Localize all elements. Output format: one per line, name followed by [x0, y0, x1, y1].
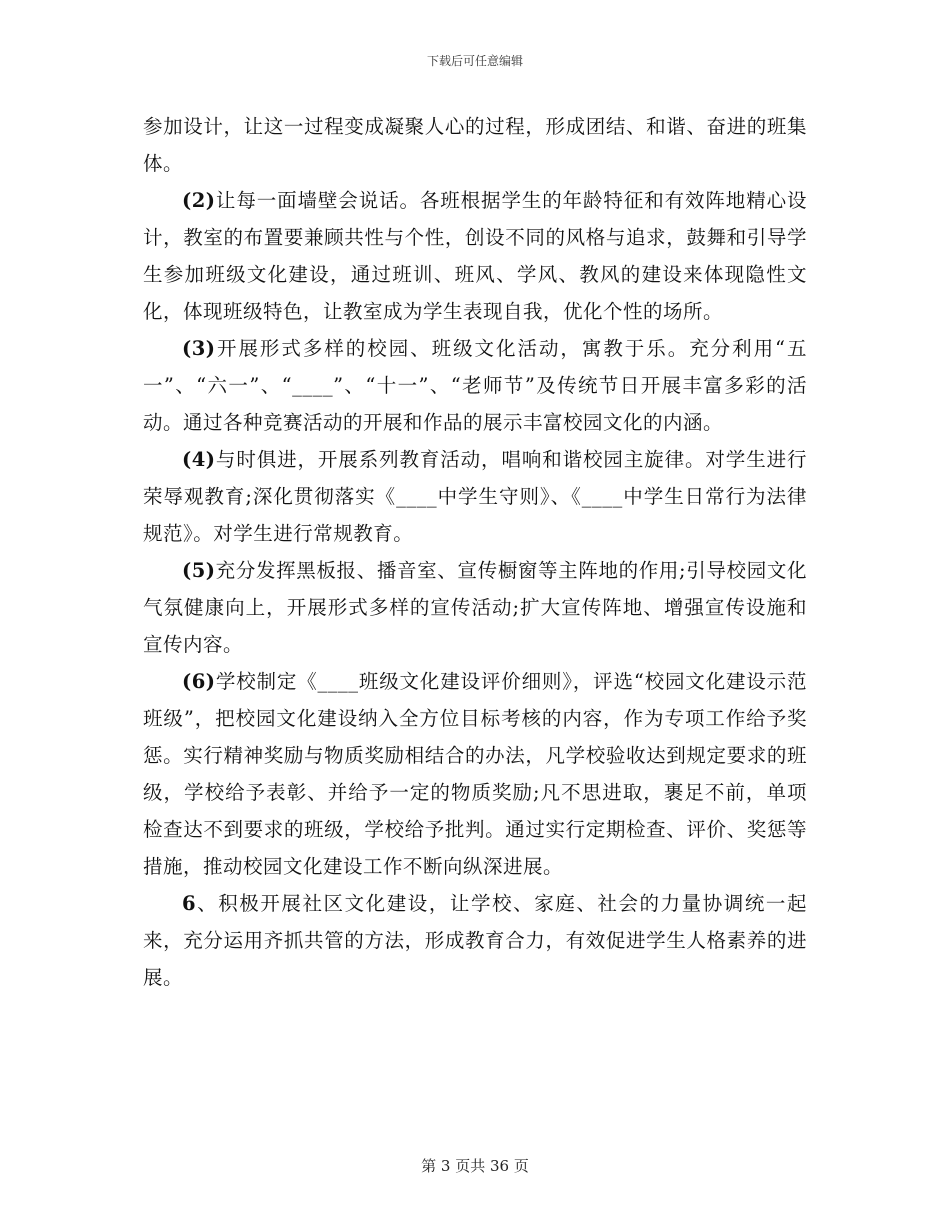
- page-footer: 第 3 页共 36 页: [421, 1157, 529, 1175]
- paragraph-3: [143, 330, 807, 441]
- paragraph-6: [143, 663, 807, 885]
- paragraph-6-text: 学校制定《____班级文化建设评价细则》，评选“校园文化建设示范班级”，把校园文化建设纳入全方位目标考核的内容，作为专项工作给予奖惩。实行精神奖励与物质奖励相结合的办法，凡学校验收达到规定要求的班级，学校给予表彰、并给予一定的物质奖励;凡不思进取，裹足不前，单项检查达不到要求的班级，学校给予批判。通过实行定期检查、评价、奖惩等措施，推动校园文化建设工作不断向纵深进展。: [143, 670, 807, 878]
- paragraph-4: [143, 441, 807, 552]
- paragraph-5-number: (5): [182, 559, 216, 582]
- paragraph-4-text: 与时俱进，开展系列教育活动，唱响和谐校园主旋律。对学生进行荣辱观教育;深化贯彻落实《____中学生守则》、《____中学生日常行为法律规范》。对学生进行常规教育。: [143, 448, 807, 545]
- paragraph-5: [143, 552, 807, 663]
- paragraph-4-number: (4): [182, 448, 216, 471]
- paragraph-2-text: 让每一面墙壁会说话。各班根据学生的年龄特征和有效阵地精心设计，教室的布置要兼顾共性与个性，创设不同的风格与追求，鼓舞和引导学生参加班级文化建设，通过班训、班风、学风、教风的建设来体现隐性文化，体现班级特色，让教室成为学生表现自我，优化个性的场所。: [143, 189, 807, 323]
- paragraph-2: [143, 182, 807, 330]
- paragraph-1-text: 参加设计，让这一过程变成凝聚人心的过程，形成团结、和谐、奋进的班集体。: [143, 115, 807, 175]
- paragraph-7-text: 、积极开展社区文化建设，让学校、家庭、社会的力量协调统一起来，充分运用齐抓共管的方法，形成教育合力，有效促进学生人格素养的进展。: [143, 892, 807, 989]
- paragraph-5-text: 充分发挥黑板报、播音室、宣传橱窗等主阵地的作用;引导校园文化气氛健康向上，开展形式多样的宣传活动;扩大宣传阵地、增强宣传设施和宣传内容。: [143, 559, 807, 656]
- document-body: [143, 108, 807, 996]
- paragraph-7: [143, 885, 807, 996]
- paragraph-1: [143, 108, 807, 182]
- paragraph-7-number: 6: [182, 892, 197, 915]
- page-header: 下载后可任意编辑: [426, 54, 523, 68]
- paragraph-3-number: (3): [182, 337, 216, 360]
- paragraph-3-text: 开展形式多样的校园、班级文化活动，寓教于乐。充分利用“五一”、“六一”、“____”、“十一”、“老师节”及传统节日开展丰富多彩的活动。通过各种竞赛活动的开展和作品的展示丰富校园文化的内涵。: [143, 337, 807, 434]
- paragraph-2-number: (2): [182, 189, 216, 212]
- paragraph-6-number: (6): [182, 670, 216, 693]
